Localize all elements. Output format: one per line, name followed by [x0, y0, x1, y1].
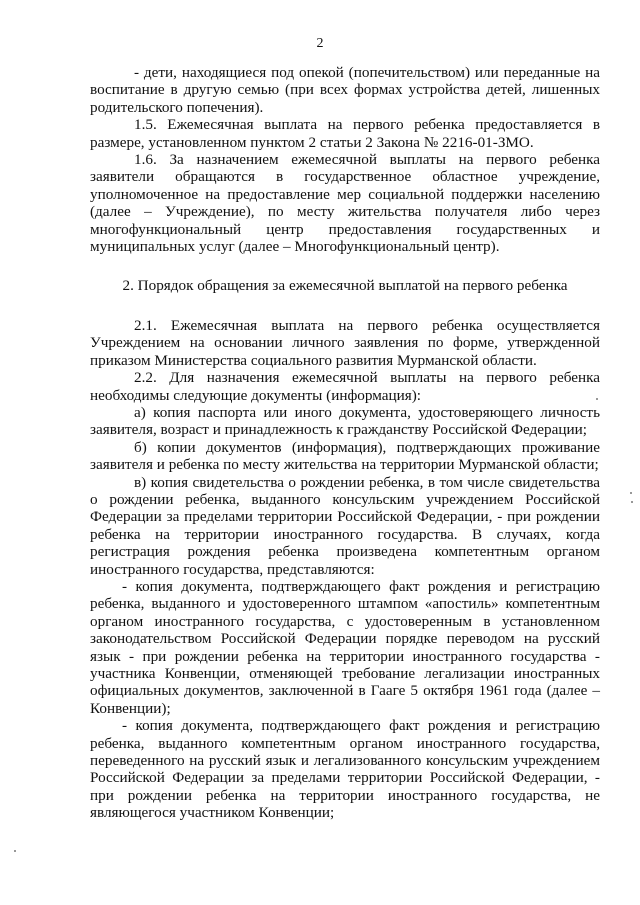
- document-body: [90, 64, 600, 822]
- paragraph-2-1: 2.1. Ежемесячная выплата на первого ребенка осуществляется Учреждением на основании личного заявления по форме, утвержденной приказом Министерства социального развития Мурманской области.: [90, 316, 600, 369]
- paragraph-1-5: 1.5. Ежемесячная выплата на первого ребенка предоставляется в размере, установленном пунктом 2 статьи 2 Закона № 2216-01-ЗМО.: [90, 116, 600, 151]
- scan-speck: [596, 398, 598, 400]
- scan-speck: [630, 492, 632, 494]
- paragraph-apostille: - копия документа, подтверждающего факт рождения и регистрацию ребенка, выданного и удостоверенного штампом «апостиль» компетентным органом иностранного государства, с удостоверенным в установленном законодательством Российской Федерации порядке переводом на русский язык - при рождении ребенка на территории иностранного государства - участника Конвенции, отменяющей требование легализации иностранных официальных документов, заключенной в Гааге 5 октября 1961 года (далее – Конвенции);: [90, 577, 600, 717]
- paragraph-2-2-a: а) копия паспорта или иного документа, удостоверяющего личность заявителя, возраст и принадлежность к гражданству Российской Федерации;: [90, 403, 600, 439]
- page-number: 2: [316, 36, 324, 51]
- paragraph-2-2-b: б) копии документов (информация), подтверждающих проживание заявителя и ребенка по месту жительства на территории Мурманской области;: [90, 438, 600, 474]
- paragraph-1-6: 1.6. За назначением ежемесячной выплаты на первого ребенка заявители обращаются в государственное областное учреждение, уполномоченное на предоставление мер социальной поддержки населению (далее – Учреждение), по месту жительства получателя либо через многофункциональный центр предоставления государственных и муниципальных услуг (далее – Многофункциональный центр).: [90, 151, 600, 256]
- scan-speck: [14, 850, 16, 852]
- paragraph-legalized: - копия документа, подтверждающего факт рождения и регистрацию ребенка, выданного компетентным органом иностранного государства, переведенного на русский язык и легализованного консульским учреждением Российской Федерации за пределами территории Российской Федерации, - при рождении ребенка на территории иностранного государства, не являющегося участником Конвенции;: [90, 717, 600, 822]
- scan-speck: [631, 501, 633, 503]
- paragraph-guardianship: - дети, находящиеся под опекой (попечительством) или переданные на воспитание в другую семью (при всех формах устройства детей, лишенных родительского попечения).: [90, 64, 600, 116]
- paragraph-2-2: 2.2. Для назначения ежемесячной выплаты на первого ребенка необходимы следующие документы (информация):: [90, 369, 600, 404]
- paragraph-2-2-v: в) копия свидетельства о рождении ребенка, в том числе свидетельства о рождении ребенка, выданного консульским учреждением Российской Федерации за пределами территории Российской Федерации, - при рождении ребенка на территории иностранного государства. В случаях, когда регистрация рождения ребенка произведена компетентным органом иностранного государства, представляются:: [90, 473, 600, 578]
- section-heading: 2. Порядок обращения за ежемесячной выплатой на первого ребенка: [122, 277, 568, 295]
